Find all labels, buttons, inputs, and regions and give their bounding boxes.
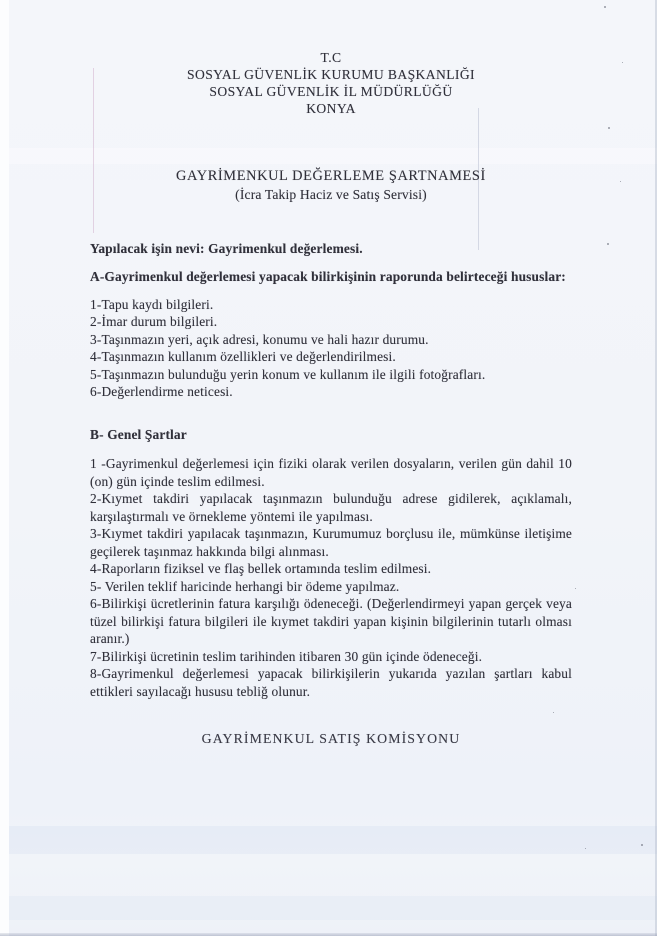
letterhead-line-directorate: SOSYAL GÜVENLİK İL MÜDÜRLÜĞÜ (209, 84, 453, 99)
letterhead-line-city: KONYA (306, 101, 356, 116)
paper-edge-left (0, 0, 9, 936)
scan-speckle (622, 62, 623, 63)
section-b-item: 4-Raporların fiziksel ve flaş bellek ortamında teslim edilmesi. (90, 561, 432, 577)
document-title-block (90, 168, 572, 203)
scan-speckle (607, 243, 609, 245)
signature-committee-line: GAYRİMENKUL SATIŞ KOMİSYONU (201, 731, 461, 747)
section-a-item: 3-Taşınmazın yeri, açık adresi, konumu ve hali hazır durumu. (90, 331, 429, 347)
section-a-items (90, 296, 572, 401)
section-b-heading: B- Genel Şartlar (90, 426, 187, 442)
document-title: GAYRİMENKUL DEĞERLEME ŞARTNAMESİ (176, 168, 486, 184)
scan-speckle (585, 848, 586, 849)
scan-speckle (604, 6, 606, 8)
scan-speckle (641, 844, 643, 846)
section-a-item: 4-Taşınmazın kullanım özellikleri ve değerlendirilmesi. (90, 349, 396, 365)
section-b-item: 6-Bilirkişi ücretlerinin fatura karşılığı ödeneceği. (Değerlendirmeyi yapan gerçek veya tüzel bilirkişi fatura bilgileri ile kıymet takdiri yapan kişinin bilgilerinin tutarlı olması aranır.) (90, 596, 572, 647)
document-subtitle: (İcra Takip Haciz ve Satış Servisi) (235, 186, 427, 202)
scan-speckle (620, 181, 621, 182)
letterhead-line-tc: T.C (320, 50, 342, 65)
section-b-items (90, 455, 572, 700)
section-b-item: 8-Gayrimenkul değerlemesi yapacak bilirkişilerin yukarıda yazılan şartları kabul ettikleri sayılacağı hususu tebliğ olunur. (90, 666, 572, 699)
document-content (90, 49, 572, 748)
section-a-item: 2-İmar durum bilgileri. (90, 314, 218, 330)
section-a-item: 5-Taşınmazın bulunduğu yerin konum ve kullanım ile ilgili fotoğrafları. (90, 366, 486, 382)
section-b-item: 2-Kıymet takdiri yapılacak taşınmazın bulunduğu adrese gidilerek, açıklamalı, karşılaştırmalı ve örnekleme yöntemi ile yapılması. (90, 491, 572, 524)
scan-band (0, 896, 657, 920)
scan-speckle (575, 588, 576, 589)
section-a-item: 6-Değerlendirme neticesi. (90, 384, 233, 400)
job-type-line: Yapılacak işin nevi: Gayrimenkul değerlemesi. (90, 241, 363, 256)
section-b-item: 1 -Gayrimenkul değerlemesi için fiziki olarak verilen dosyaların, verilen gün dahil 10 (on) gün içinde teslim edilmesi. (90, 456, 572, 489)
scan-band (0, 826, 657, 854)
letterhead (90, 49, 572, 117)
section-b-item: 5- Verilen teklif haricinde herhangi bir ödeme yapılmaz. (90, 578, 400, 594)
section-a-item: 1-Tapu kaydı bilgileri. (90, 296, 214, 312)
section-b-item: 3-Kıymet takdiri yapılacak taşınmazın, Kurumumuz borçlusu ile, mümkünse iletişime geçilerek taşınmaz hakkında bilgi alınması. (90, 526, 572, 559)
section-b-item: 7-Bilirkişi ücretinin teslim tarihinden itibaren 30 gün içinde ödeneceği. (90, 648, 483, 664)
scan-speckle (608, 127, 610, 129)
letterhead-line-institution: SOSYAL GÜVENLİK KURUMU BAŞKANLIĞI (187, 67, 475, 82)
section-a-heading: A-Gayrimenkul değerlemesi yapacak bilirkişinin raporunda belirteceği hususlar: (90, 269, 566, 285)
